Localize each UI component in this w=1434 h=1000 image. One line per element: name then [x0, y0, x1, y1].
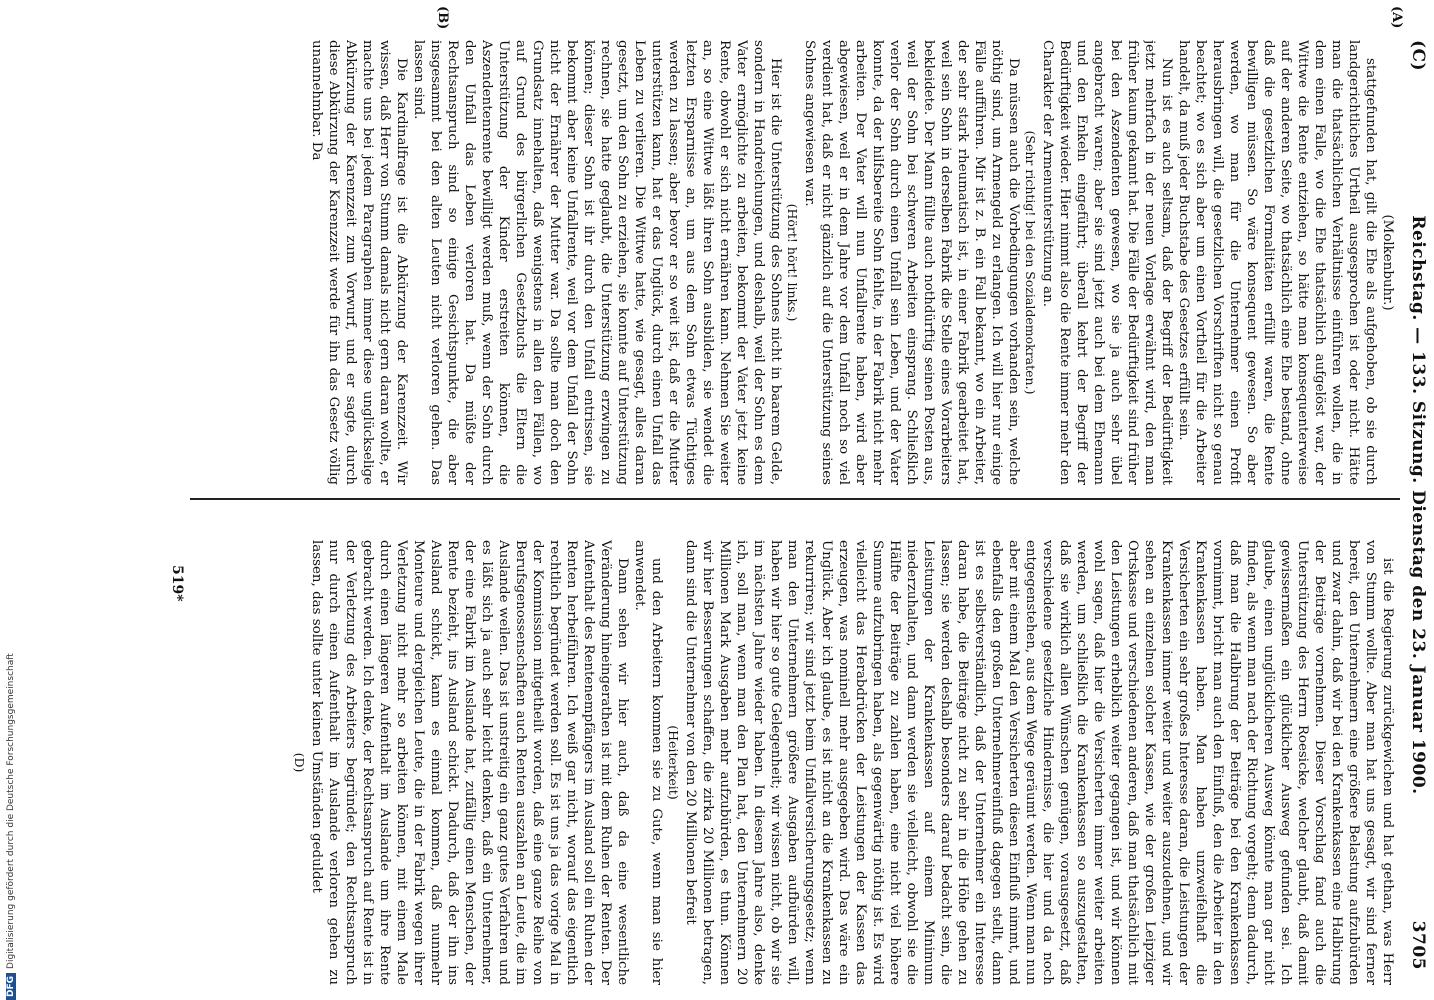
- page-header: [1402, 40, 1428, 970]
- signature-mark: 519*: [169, 565, 185, 602]
- column-marker-a: (A): [1389, 6, 1404, 29]
- paragraph: stattgefunden hat, gilt die Ehe als aufgehoben, ob sie durch landgerichtliches Urtheil ausgesprochen ist oder nicht. Hätte man die thatsächlichen Verhältnisse einführen wollen, die in dem einen Falle, wo die Ehe thatsächlich aufgelöst war, der Wittwe die Rente entziehen, so hätte man konsequenterweise auf der anderen Seite, wo thatsächlich eine Ehe bestand, ohne daß die gesetzlichen Formalitäten erfüllt waren, die Rente bewilligen müssen. So wäre konsequent gewesen. So aber werden, wo man für die Unternehmer einen Profit herausbringen will, die gesetzlichen Vorschriften nicht so genau beachtet; wo es sich aber um einen Vortheil für die Arbeiter handelt, da muß jeder Buchstabe des Gesetzes erfüllt sein.: [1176, 40, 1378, 485]
- speaker-name: (Molkenbuhr.): [1380, 214, 1395, 311]
- paragraph: Da müssen auch die Vorbedingungen vorhanden sein, welche nöthig sind, um Armengeld zu erlangen. Ich will hier nur einige Fälle aufführen. Mir ist z. B. ein Fall bekannt, wo ein Arbeiter, der sehr stark rheumatisch ist, in einer Fabrik gearbeitet hat, weil sein Sohn in derselben Fabrik die Stelle eines Vorarbeiters bekleidete. Der Mann füllte auch nothdürftig seinen Posten aus, weil der Sohn bei schweren Arbeiten einsprang. Schließlich verlor der Sohn durch einen Unfall sein Leben, und der Vater konnte, da der hilfsbereite Sohn fehlte, in der Fabrik nicht mehr arbeiten. Der Vater will nun Unfallrente haben, wird aber abgewiesen, weil er in dem Jahre vor dem Unfall noch so viel verdient hat, daß er nicht gänzlich auf die Unterstützung seines Sohnes angewiesen war.: [802, 40, 1021, 485]
- paragraph: Dann sehen wir hier auch, daß da eine wesentliche Veränderung hineingerathen ist mit dem Ruhen der Renten. Der Aufenthalt des Rentenempfängers im Ausland soll ein Ruhen der Renten herbeiführen. Ich weiß gar nicht, worauf das eigentlich rechtlich begründet werden soll. Es ist uns ja das vorige Mal in der Kommission mitgetheilt worden, daß eine ganze Reihe von Berufsgenossenschaften auch Renten auszahlen an Leute, die im Auslande weilen. Das ist unstreitig ein ganz gutes Verfahren und es läßt sich ja auch sehr leicht denken, daß ein Unternehmer, der eine Fabrik im Auslande hat, zufällig einen Menschen, der Rente bezieht, ins Ausland schickt. Dadurch, daß der ihn ins Ausland schickt, kann es einmal kommen, daß nunmehr Monteure und dergleichen Leute, die in der Fabrik wegen ihrer Verletzung nicht mehr so arbeiten können, mit einem Male durch einen längeren Aufenthalt im Auslande um ihre Rente gebracht werden. Ich denke, der Rechtsanspruch auf Rente ist in der Verletzung des Arbeiters begründet; den Rechtsanspruch nur durch einen Aufenthalt im Auslande verloren gehen zu lassen, das sollte unter keinen Umständen geduldet: [309, 540, 630, 985]
- digitization-credit: [4, 653, 24, 1000]
- page-title: Reichstag. — 133. Sitzung. Dienstag den 23. Januar 1900.: [1408, 215, 1428, 795]
- right-text-column: [106, 540, 1396, 985]
- paragraph: ist die Regierung zurückgewichen und hat gethan, was Herr von Stumm wollte. Aber man hat uns gesagt, wir sind ferner bereit, den Unternehmern eine größere Belastung aufzubürden und zwar dahin, daß wir bei den Krankenkassen eine Halbirung der Beiträge vornehmen. Dieser Vorschlag fand auch die Unterstützung des Herrn Roesicke, welcher glaubt, daß damit gewissermaßen ein glücklicher Ausweg gefunden sei. Ich glaube, einen unglücklicheren Ausweg könnte man gar nicht finden, als wenn man nach der Richtung vorgeht; denn dadurch, daß man die Halbirung der Beiträge bei den Krankenkassen vornimmt, bricht man auch den Einfluß, den die Arbeiter in den Krankenkassen haben. Man haben unzweifelhaft die Versicherten ein sehr großes Interesse daran, die Leistungen der Krankenkassen immer weiter und weiter auszudehnen, und wir sehen an einzelnen solcher Kassen, wie der großen Leipziger Ortskasse und verschiedenen anderen, daß man thatsächlich mit den Leistungen erheblich weiter gegangen ist, und wir können wohl sagen, daß hier die Versicherten immer weiter arbeiten werden, um schließlich die Krankenkassen so auszugestalten, daß sie wirklich allen Wünschen genügen, vorausgesetzt, daß verschiedene gesetzliche Hindernisse, die hier und da noch entgegenstehen, aus dem Wege geräumt werden. Wenn man nun aber mit einem Mal den Versicherten diesen Einfluß nimmt, und ebenfalls den großen Unternehmereinfluß dagegen stellt, dann ist es selbstverständlich, daß der Unternehmer ein Interesse daran habe, die Beiträge nicht zu sehr in die Höhe gehen zu lassen; sie werden deshalb besonders darauf bedacht sein, die Leistungen der Krankenkassen auf einem Minimum niederzuhalten, und dann werden sie vielleicht, obwohl sie die Hälfte der Beiträge zu zahlen haben, eine nicht viel höhere Summe aufzubringen haben, als gegenwärtig nöthig ist. Es wird vielleicht das Herabdrücken der Leistungen der Kassen das erzeugen, was nominell mehr ausgegeben wird. Das wäre ein Unglück. Aber ich glaube, es ist nicht an die Krankenkassen zu rekurriren; wir sind jetzt beim Unfallversicherungsgesetz; wenn man den Unternehmern größere Ausgaben aufbürden will, haben wir hier so gute Gelegenheit; wir wissen nicht, ob wir sie im nächsten Jahre wieder haben. In diesem Jahre also, denke ich, soll man, wenn man den Plan hat, den Unternehmern 20 Millionen Mark Ausgaben mehr aufzubürden, es thun. Können wir hier Besserungen schaffen, die zirka 20 Millionen betragen, dann sind die Unternehmer von den 20 Millionen befreit: [683, 540, 1395, 985]
- left-text-column: [106, 40, 1396, 485]
- interjection: (Sehr richtig! bei den Sozialdemokraten.): [1023, 130, 1038, 395]
- column-marker-b: (B): [435, 6, 450, 30]
- page-number: 3705: [1408, 920, 1428, 970]
- rotated-page-content: [60, 0, 1434, 1000]
- dfg-logo-icon: DFG: [6, 973, 16, 1000]
- interjection: (Hört! hört! links.): [785, 203, 800, 322]
- interjection: (Heiterkeit): [666, 725, 681, 800]
- column-marker-c: (C): [1408, 40, 1428, 72]
- paragraph: Hier ist die Unterstützung des Sohnes nicht in baarem Gelde, sondern in Handreichungen, und deshalb, weil der Sohn es dem Vater ermöglichte zu arbeiten, bekommt der Vater jetzt keine Rente, obwohl er sich nicht ernähren kann. Nehmen Sie weiter an, so eine Wittwe läßt ihren Sohn ausbilden, sie wendet die letzten Ersparnisse an, um aus dem Sohn etwas Tüchtiges werden zu lassen; aber bevor er so weit ist, daß er die Mutter unterstützen kann, hat er das Unglück, durch einen Unfall das Leben zu verlieren. Die Wittwe hatte, wie gesagt, alles daran gesetzt, um den Sohn zu erziehen, sie konnte auf Unterstützung rechnen, sie hatte geglaubt, die Unterstützung erzwingen zu können; dieser Sohn ist ihr durch den Unfall entrissen, sie bekommt aber keine Unfallrente, weil vor dem Unfall der Sohn nicht der Ernährer der Mutter war. Da sollte man doch den Grundsatz innehalten, daß wenigstens in allen den Fällen, wo auf Grund des bürgerlichen Gesetzbuchs die Eltern die Unterstützung der Kinder erstreiten können, die Aszendentenrente bewilligt werden muß, wenn der Sohn durch den Unfall das Leben verloren hat. Da müßte der Rechtsanspruch sind so einige Gesichtspunkte, die aber insgesammt bei den alten Leuten nicht verloren gehen. Das lassen sind.: [411, 40, 783, 485]
- paragraph: und den Arbeitern kommen sie zu Gute, wenn man sie hier anwendet.: [632, 540, 664, 985]
- column-divider: [190, 498, 1400, 500]
- paragraph: Die Kardinalfrage ist die Abkürzung der Karenzzeit. Wir wissen, daß Herr von Stumm damals nicht gern daran wollte, er machte uns bei jedem Paragraphen immer diese unglückselige Abkürzung der Karenzzeit zum Vorwurf, und er sagte, durch diese Abkürzung der Karenzzeit werde für ihn das Gesetz völlig unannehmbar. Da: [309, 40, 409, 485]
- credit-text: Digitalisierung gefördert durch die Deutsche Forschungsgemeinschaft: [6, 653, 16, 969]
- paragraph: Nun ist es auch seltsam, daß der Begriff der Bedürftigkeit jetzt mehrfach in der neuen Vorlage erwähnt wird, den man früher kaum gekannt hat. Die Fälle der Bedürftigkeit sind früher bei den Aszendenten gewesen, wo sie ja auch sehr übel angebracht waren; aber sie sind jetzt auch bei dem Ehemann und den Enkeln eingeführt; überall kehrt der Begriff der Bedürftigkeit wieder. Hier nimmt also die Rente immer mehr den Charakter der Armenunterstützung an.: [1040, 40, 1174, 485]
- column-marker-d: (D): [292, 752, 307, 773]
